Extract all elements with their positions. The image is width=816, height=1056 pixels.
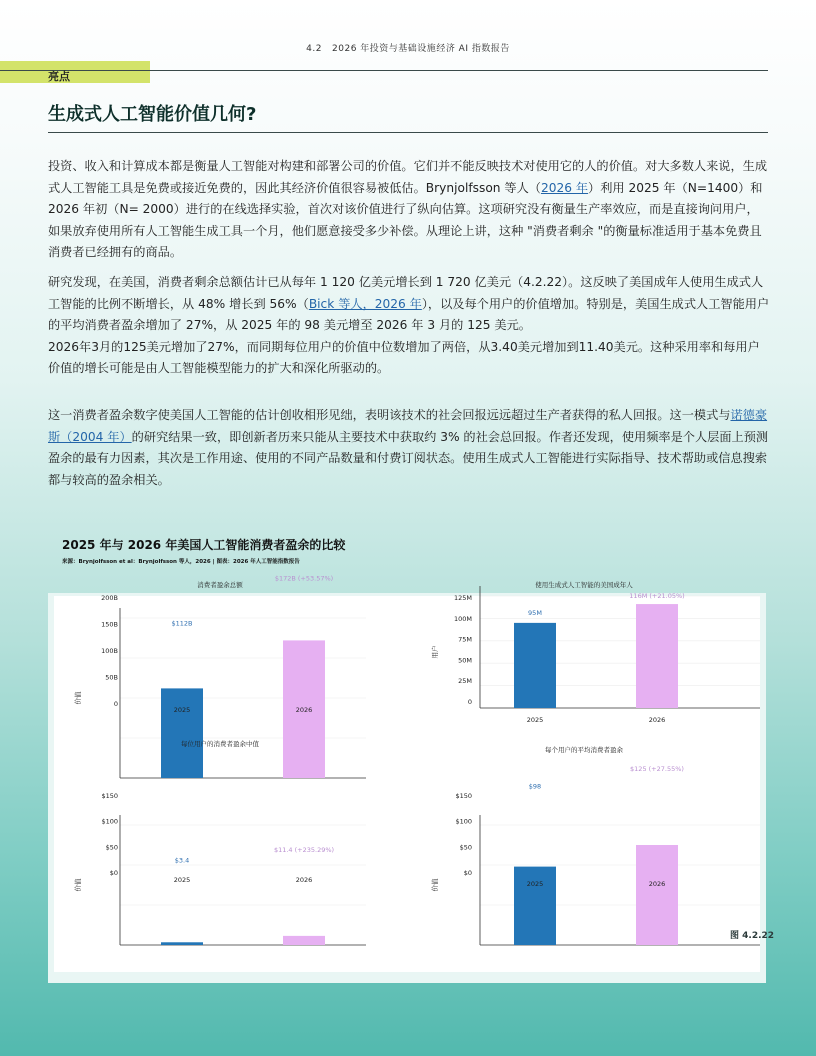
section-number: 4.2 (306, 44, 322, 54)
chart-2-tick-label: 0 (467, 698, 472, 706)
chart-1-tick-label: 200B (101, 594, 118, 602)
chart-4-bar-2025 (514, 867, 556, 945)
paragraph-3-text-a: 这一消费者盈余数字使美国人工智能的估计创收相形见绌，表明该技术的社会回报远远超过生产者获得的私人回报。这一模式与 (48, 408, 731, 422)
chart-2-category-label: 2025 (526, 716, 544, 724)
chart-1-tick-label: 0 (113, 700, 118, 708)
chart-title: 2025 年与 2026 年美国人工智能消费者盈余的比较 (62, 538, 346, 552)
paragraph-1-text-b: ）利用 2025 年（N=1400）和 2026 年初（N= 2000）进行的在线选择实验，首次对该价值进行了纵向估算。这项研究没有衡量生产率效应，而是直接询问用户，如果放弃使用所有人工智能生成工具一个月，他们愿意接受多少补偿。从理论上讲，这种 "消费者剩余 "的衡量标准适用于基本免费且消费者已经拥有的商品。 (48, 180, 763, 259)
chart-3-bar-2026 (283, 936, 325, 945)
chart-3-ylabel: 价值 (74, 878, 82, 892)
chart-3-title: 每位用户的消费者盈余中值 (181, 740, 259, 748)
chart-3-tick-label: $0 (109, 869, 118, 877)
chart-2-title: 使用生成式人工智能的美国成年人 (535, 581, 633, 589)
citation-link-nordhaus[interactable]: 诺德豪斯（2004 年） (48, 408, 768, 444)
chart-3-bar-2025 (161, 942, 203, 945)
chart-2-tick-label: 100M (453, 614, 472, 623)
chart-source: 来源：Brynjolfsson et al：Brynjolfsson 等人，2026 | 图表：2026 年人工智能指数报告 (62, 559, 300, 565)
citation-link-brynjolfsson[interactable]: 2026 年 (540, 180, 589, 195)
paragraph-2-text-c: 2026年3月的125美元增加了27%，而同期每位用户的价值中位数增加了两倍，从3.40美元增加到11.40美元。这种采用率和每用户价值的增长可能是由人工智能模型能力的扩大和深化所驱动的。 (48, 339, 760, 375)
chart-2-category-label: 2026 (648, 716, 666, 724)
chart-4-ylabel: 价值 (431, 878, 439, 892)
chart-1-bar-2025 (161, 688, 203, 778)
chart-1-tick-label: 50B (105, 673, 118, 682)
chart-4-data-label: $98 (528, 782, 542, 791)
report-title: 2026 年投资与基础设施经济 AI 指数报告 (332, 44, 510, 54)
chart-4-title: 每个用户的平均消费者盈余 (545, 746, 623, 754)
chart-3-tick-label: $100 (101, 817, 118, 826)
paragraph-2-text-b: ），以及每个用户的价值增加。特别是，美国生成式人工智能用户的平均消费者盈余增加了 27%，从 2025 年的 98 美元增至 2026 年 3 月的 125 美元。 (48, 296, 770, 332)
chart-2-bar-2025 (514, 623, 556, 708)
chart-2-tick-label: 125M (453, 594, 472, 602)
chart-1-ylabel: 价值 (74, 691, 82, 705)
chart-2-tick-label: 50M (458, 656, 472, 665)
paragraph-2-text-a: 研究发现，在美国，消费者剩余总额估计已从每年 1 120 亿美元增长到 1 720 亿美元（4.2.22）。这反映了美国成年人使用生成式人工智能的比例不断增长，从 48% 增长到 56%（ (48, 275, 764, 311)
chart-1-tick-label: 150B (101, 620, 118, 629)
chart-4-tick-label: $0 (463, 869, 472, 877)
chart-2-data-label: 116M (+21.05%) (629, 592, 685, 601)
chart-4-category-label: 2025 (526, 880, 544, 888)
chart-4-data-label: $125 (+27.55%) (630, 765, 684, 773)
chart-1-tick-label: 100B (101, 647, 118, 655)
chart-1-title: 消费者盈余总额 (197, 581, 243, 589)
chart-2-tick-label: 25M (458, 677, 472, 686)
chart-2-data-label: 95M (528, 608, 542, 617)
chart-4-tick-label: $50 (459, 843, 472, 852)
chart-3-data-label: $3.4 (174, 856, 190, 865)
chart-3-tick-label: $50 (105, 843, 118, 852)
chart-4-bar-2026 (636, 845, 678, 945)
chart-3-data-label: $11.4 (+235.29%) (273, 845, 335, 854)
chart-2-bar-2026 (636, 604, 678, 708)
chart-1-category-label: 2026 (295, 706, 313, 714)
page-title: 生成式人工智能价值几何? (48, 104, 257, 125)
paragraph-3-text-b: 的研究结果一致，即创新者历来只能从主要技术中获取约 3% 的社会总回报。作者还发现，使用频率是个人层面上预测盈余的最有力因素，其次是工作用途、使用的不同产品数量和付费订阅状态。使用生成式人工智能进行实际指导、技术帮助或信息搜索都与较高的盈余相关。 (48, 429, 769, 487)
chart-3-category-label: 2026 (295, 876, 313, 884)
chart-1-category-label: 2025 (173, 706, 191, 714)
chart-2-ylabel: 用户 (431, 645, 439, 659)
chart-4-category-label: 2026 (648, 880, 666, 888)
paragraph-1-text-a: 投资、收入和计算成本都是衡量人工智能对构建和部署公司的价值。它们并不能反映技术对使用它的人的价值。对大多数人来说，生成式人工智能工具是免费或接近免费的，因此其经济价值很容易被低估。Brynjolfsson 等人（ (48, 159, 768, 195)
chart-1-data-label: $172B (+53.57%) (274, 574, 334, 583)
chart-1-data-label: $112B (171, 619, 193, 628)
chart-3-category-label: 2025 (173, 876, 191, 884)
chart-2-tick-label: 75M (458, 635, 472, 644)
citation-link-bick[interactable]: Bick 等人，2026 年 (308, 296, 422, 311)
highlight-tag: 亮点 (48, 70, 70, 83)
chart-3-tick-label: $150 (101, 792, 118, 800)
figure-label: 图 4.2.22 (730, 931, 775, 941)
chart-4-tick-label: $150 (455, 792, 472, 800)
chart-4-tick-label: $100 (455, 817, 472, 826)
